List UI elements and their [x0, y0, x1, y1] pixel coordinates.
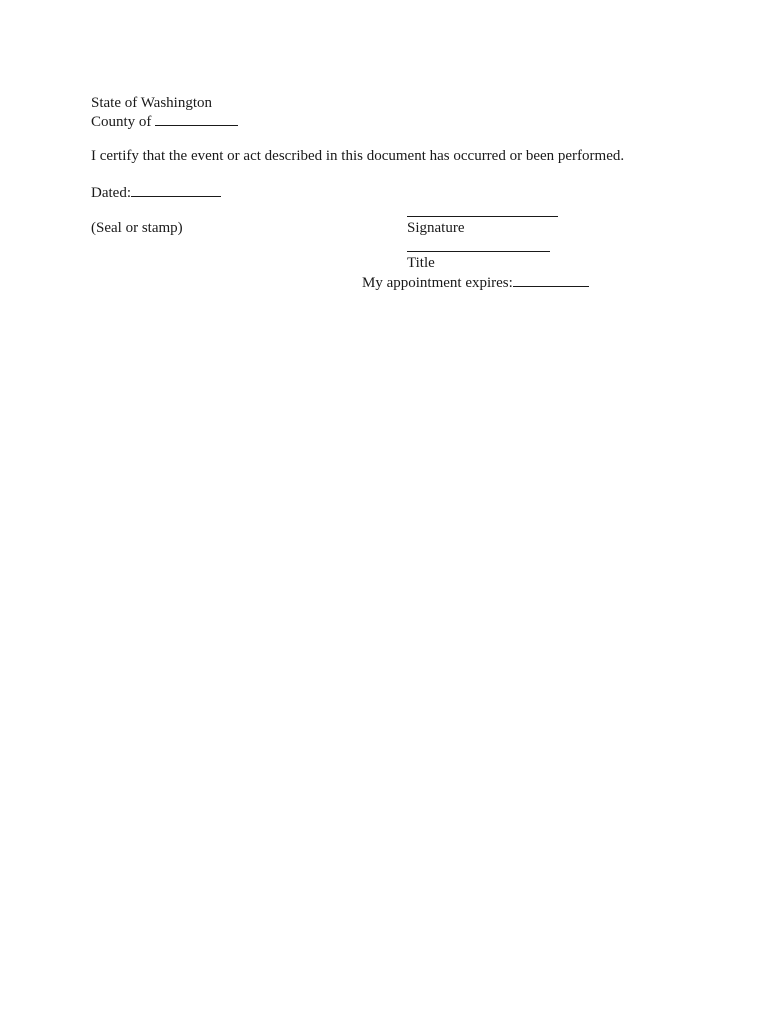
certification-text: I certify that the event or act described in this document has occurred or been performed. — [91, 148, 625, 164]
county-label: County of — [91, 114, 152, 130]
state-text: State of Washington — [91, 95, 213, 111]
title-label-line — [407, 254, 435, 272]
dated-label: Dated: — [91, 185, 131, 201]
county-line — [91, 112, 238, 131]
seal-label-line — [91, 219, 183, 237]
signature-rule[interactable] — [407, 216, 558, 217]
county-blank[interactable] — [155, 112, 238, 126]
appointment-line — [362, 273, 589, 292]
dated-blank[interactable] — [131, 183, 221, 197]
signature-label-line — [407, 219, 465, 237]
title-label: Title — [407, 255, 435, 271]
title-rule[interactable] — [407, 251, 550, 252]
certification-statement — [91, 147, 624, 165]
state-line — [91, 94, 212, 112]
dated-line — [91, 183, 221, 202]
appointment-label: My appointment expires: — [362, 275, 513, 291]
appointment-blank[interactable] — [513, 273, 589, 287]
seal-label: (Seal or stamp) — [91, 220, 183, 236]
signature-label: Signature — [407, 220, 465, 236]
